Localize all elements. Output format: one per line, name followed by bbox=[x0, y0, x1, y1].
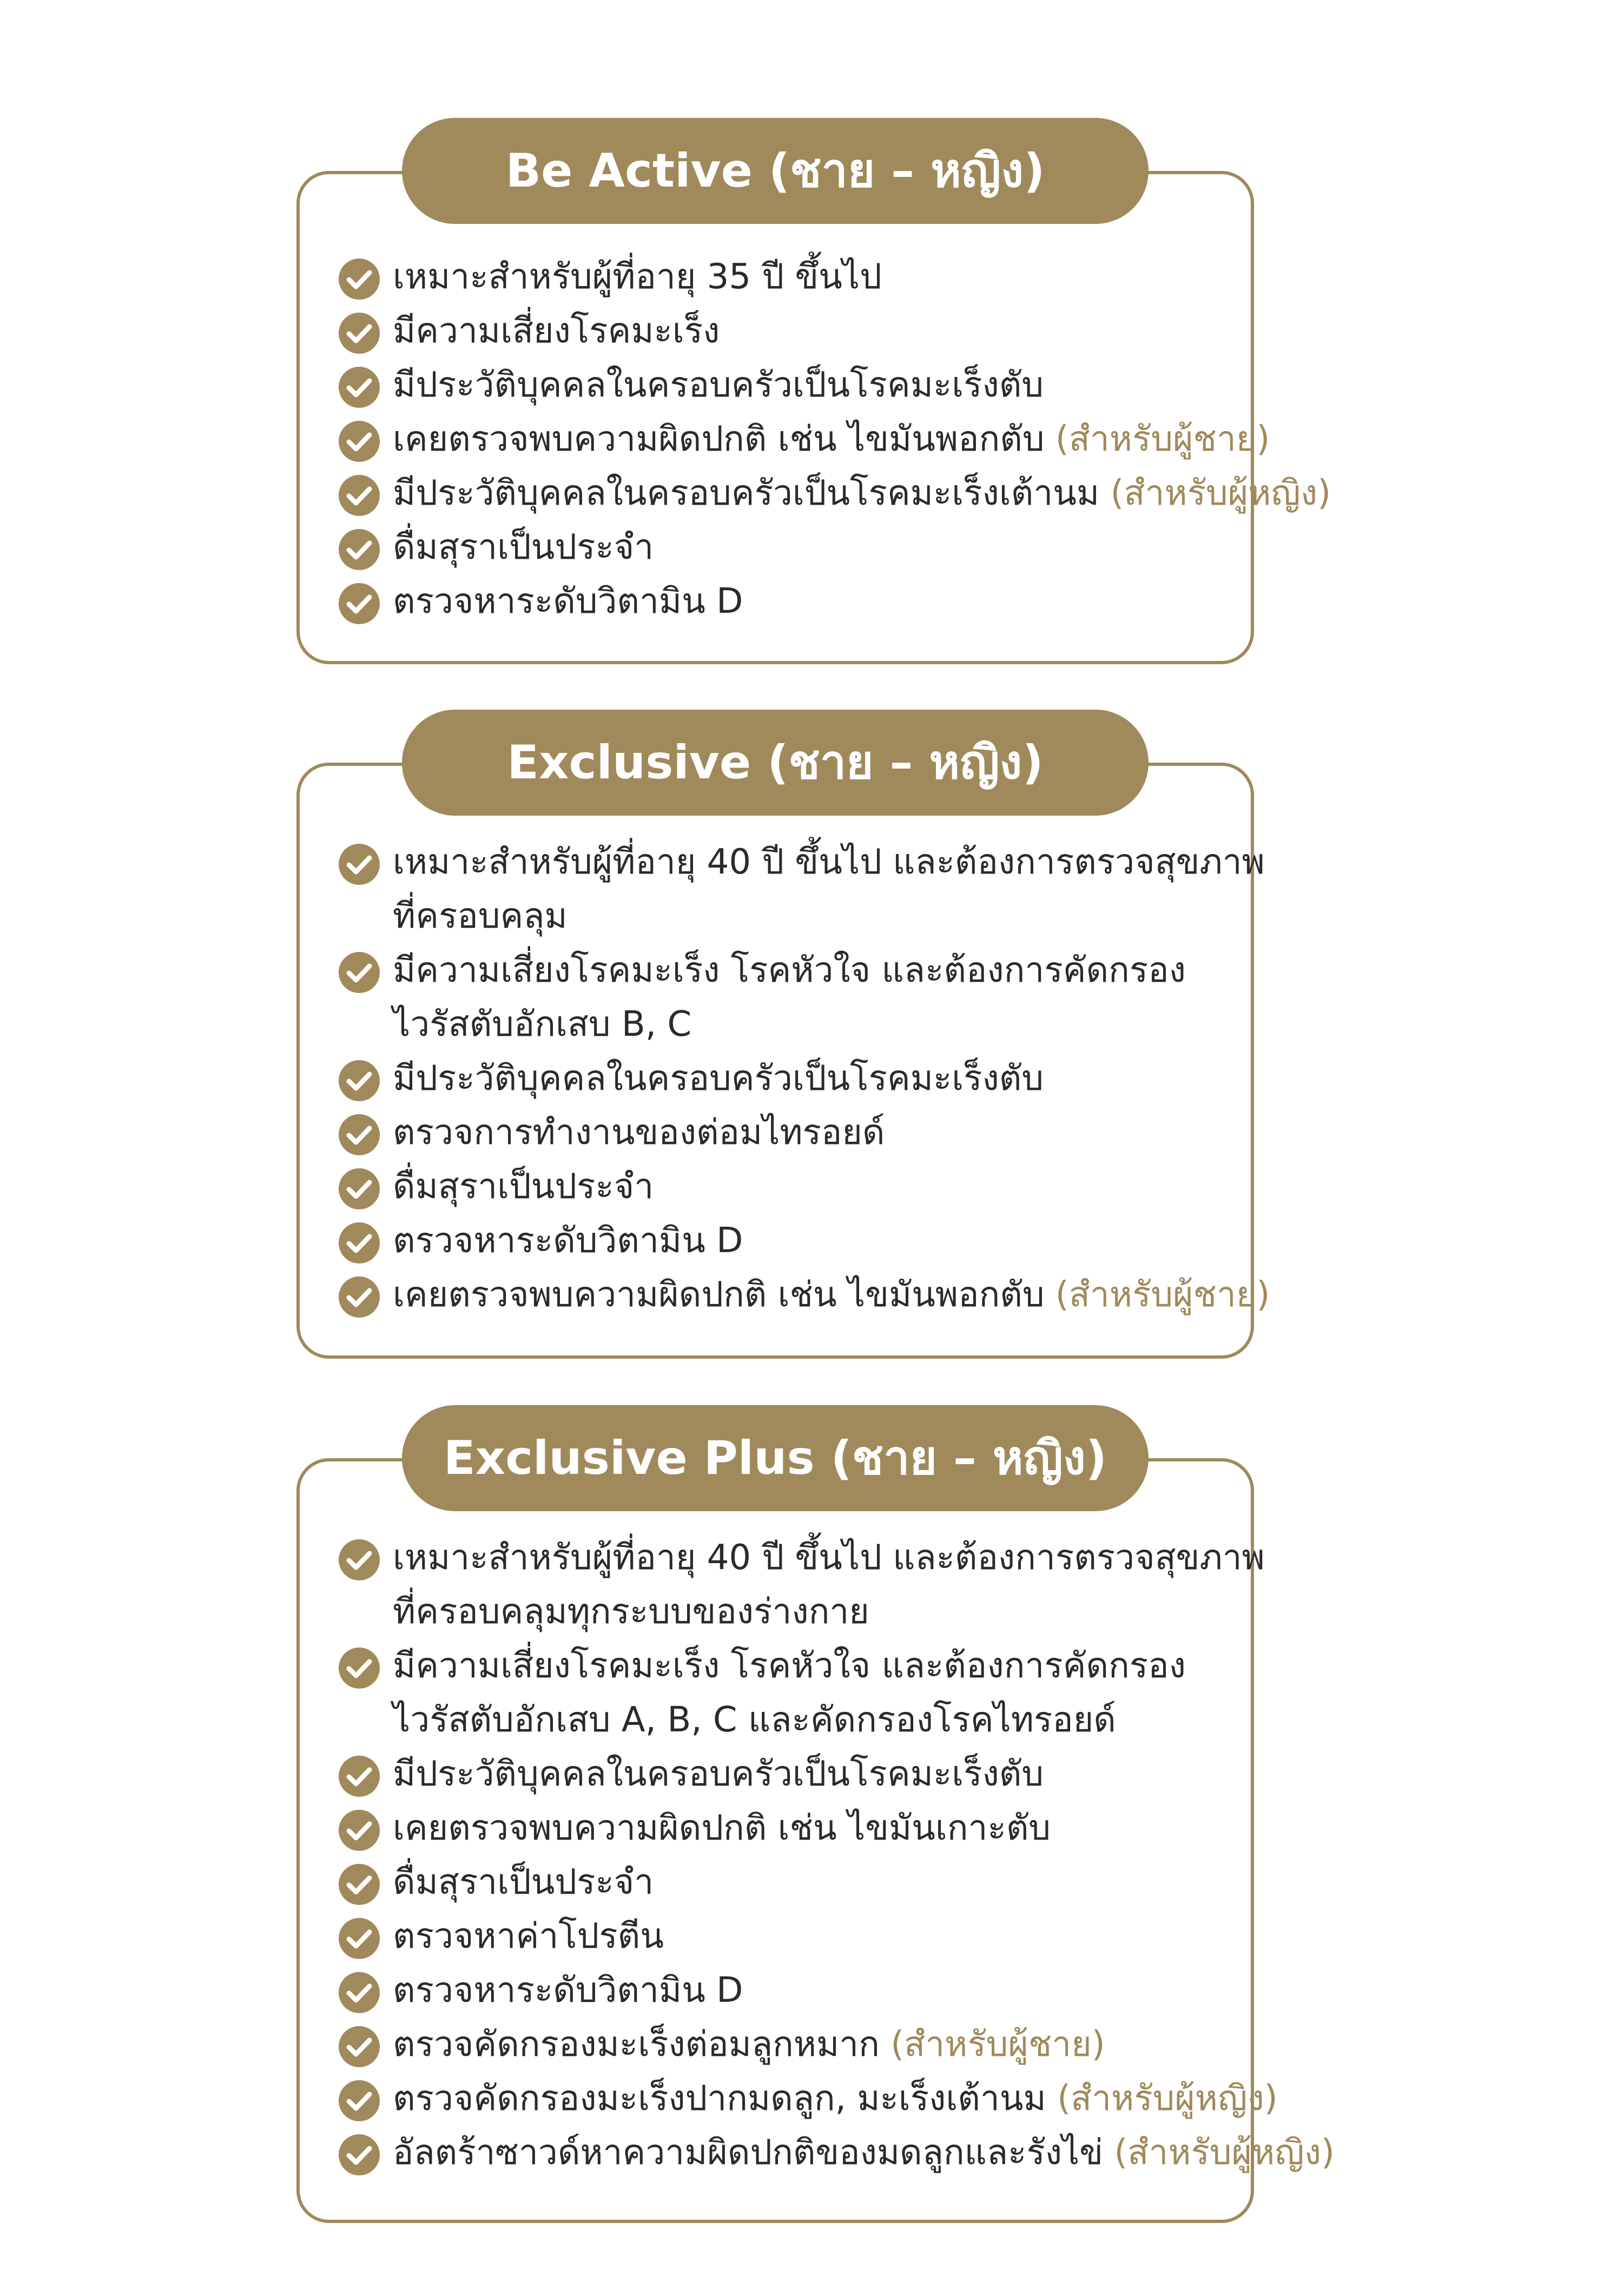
check-circle-icon bbox=[338, 2133, 381, 2176]
criteria-item bbox=[338, 835, 1265, 943]
criteria-item bbox=[338, 943, 1229, 1051]
criteria-item bbox=[338, 1963, 1229, 2017]
check-circle-icon bbox=[338, 1113, 381, 1156]
criteria-item bbox=[338, 574, 1229, 628]
check-circle-icon bbox=[338, 1971, 381, 2014]
criteria-text: ไวรัสตับอักเสบ A, B, C และคัดกรองโรคไทรอยด์ bbox=[393, 1700, 1116, 1740]
check-circle-icon bbox=[338, 257, 381, 301]
criteria-item bbox=[338, 1747, 1229, 1801]
criteria-text: ไวรัสตับอักเสบ B, C bbox=[393, 1004, 692, 1044]
criteria-item bbox=[338, 358, 1229, 412]
check-circle-icon bbox=[338, 1809, 381, 1852]
criteria-text: มีประวัติบุคคลในครอบครัวเป็นโรคมะเร็งเต้านม bbox=[393, 473, 1111, 513]
check-circle-icon bbox=[338, 474, 381, 517]
criteria-text: ตรวจหาระดับวิตามิน D bbox=[393, 581, 743, 621]
criteria-text: ตรวจหาระดับวิตามิน D bbox=[393, 1970, 743, 2010]
criteria-item bbox=[338, 1639, 1229, 1747]
package-title: Be Active (ชาย – หญิง) bbox=[402, 118, 1149, 224]
criteria-text-line bbox=[393, 1693, 1229, 1747]
check-circle-icon bbox=[338, 843, 381, 886]
criteria-text: ที่ครอบคลุม bbox=[393, 896, 568, 936]
criteria-text: มีประวัติบุคคลในครอบครัวเป็นโรคมะเร็งตับ bbox=[393, 1754, 1044, 1794]
criteria-text-line bbox=[393, 1051, 1229, 1106]
criteria-text-line bbox=[393, 1160, 1229, 1214]
package-exclusive bbox=[296, 710, 1270, 1359]
check-circle-icon bbox=[338, 2079, 381, 2122]
criteria-text-line bbox=[393, 997, 1229, 1051]
criteria-item bbox=[338, 1531, 1265, 1639]
package-card bbox=[296, 171, 1331, 664]
criteria-text-line bbox=[393, 1639, 1229, 1693]
package-title: Exclusive Plus (ชาย – หญิง) bbox=[402, 1405, 1149, 1511]
criteria-text-line bbox=[393, 835, 1265, 889]
check-circle-icon bbox=[338, 1538, 381, 1582]
check-circle-icon bbox=[338, 582, 381, 625]
criteria-list bbox=[338, 1531, 1335, 2180]
criteria-item bbox=[338, 520, 1229, 574]
criteria-item bbox=[338, 1268, 1270, 1322]
criteria-text-line bbox=[393, 520, 1229, 574]
criteria-text: ตรวจการทำงานของต่อมไทรอยด์ bbox=[393, 1113, 885, 1153]
criteria-text: อัลตร้าซาวด์หาความผิดปกติของมดลูกและรังไข่ bbox=[393, 2133, 1114, 2173]
criteria-text-line bbox=[393, 1909, 1229, 1963]
criteria-item bbox=[338, 1909, 1229, 1963]
criteria-item bbox=[338, 1855, 1229, 1909]
criteria-text: ดื่มสุราเป็นประจำ bbox=[393, 1167, 654, 1207]
check-circle-icon bbox=[338, 1917, 381, 1960]
criteria-text-line bbox=[393, 2126, 1335, 2180]
criteria-text-line bbox=[393, 466, 1331, 520]
criteria-text: ตรวจคัดกรองมะเร็งปากมดลูก, มะเร็งเต้านม bbox=[393, 2079, 1058, 2119]
criteria-text: ดื่มสุราเป็นประจำ bbox=[393, 527, 654, 567]
criteria-text-line bbox=[393, 1855, 1229, 1909]
criteria-text: เหมาะสำหรับผู้ที่อายุ 35 ปี ขึ้นไป bbox=[393, 257, 882, 297]
criteria-text-line bbox=[393, 1106, 1229, 1160]
criteria-text-line bbox=[393, 889, 1229, 943]
criteria-text: มีความเสี่ยงโรคมะเร็ง bbox=[393, 311, 720, 351]
package-be-active bbox=[296, 118, 1331, 664]
package-title: Exclusive (ชาย – หญิง) bbox=[402, 710, 1149, 816]
gender-note: (สำหรับผู้หญิง) bbox=[1114, 2133, 1335, 2173]
criteria-text-line bbox=[393, 1747, 1229, 1801]
criteria-item bbox=[338, 1051, 1229, 1106]
check-circle-icon bbox=[338, 1275, 381, 1319]
gender-note: (สำหรับผู้หญิง) bbox=[1057, 2079, 1278, 2119]
criteria-text: ตรวจหาระดับวิตามิน D bbox=[393, 1221, 743, 1261]
criteria-list bbox=[338, 835, 1270, 1322]
check-circle-icon bbox=[338, 528, 381, 571]
criteria-text-line bbox=[393, 1801, 1229, 1855]
gender-note: (สำหรับผู้หญิง) bbox=[1110, 473, 1331, 513]
criteria-text: เคยตรวจพบความผิดปกติ เช่น ไขมันเกาะตับ bbox=[393, 1808, 1051, 1848]
check-circle-icon bbox=[338, 1863, 381, 1906]
criteria-text: เคยตรวจพบความผิดปกติ เช่น ไขมันพอกตับ bbox=[393, 1275, 1055, 1315]
check-circle-icon bbox=[338, 1167, 381, 1210]
criteria-text-line bbox=[393, 1963, 1229, 2017]
criteria-text: ตรวจหาค่าโปรตีน bbox=[393, 1916, 664, 1956]
criteria-text-line bbox=[393, 1214, 1229, 1268]
criteria-text: ที่ครอบคลุมทุกระบบของร่างกาย bbox=[393, 1592, 869, 1632]
criteria-text: มีประวัติบุคคลในครอบครัวเป็นโรคมะเร็งตับ bbox=[393, 365, 1044, 405]
package-card bbox=[296, 763, 1270, 1359]
criteria-item bbox=[338, 1801, 1229, 1855]
gender-note: (สำหรับผู้ชาย) bbox=[1055, 1275, 1270, 1315]
criteria-item bbox=[338, 2017, 1229, 2072]
criteria-text-line bbox=[393, 304, 1229, 358]
check-circle-icon bbox=[338, 2025, 381, 2068]
criteria-text-line bbox=[393, 574, 1229, 628]
criteria-text-line bbox=[393, 250, 1229, 304]
criteria-item bbox=[338, 466, 1331, 520]
criteria-text: มีความเสี่ยงโรคมะเร็ง โรคหัวใจ และต้องการคัดกรอง bbox=[393, 1646, 1186, 1686]
criteria-item bbox=[338, 250, 1229, 304]
criteria-item bbox=[338, 1214, 1229, 1268]
gender-note: (สำหรับผู้ชาย) bbox=[1055, 419, 1270, 459]
criteria-text: เหมาะสำหรับผู้ที่อายุ 40 ปี ขึ้นไป และต้องการตรวจสุขภาพ bbox=[393, 1538, 1265, 1578]
criteria-text-line bbox=[393, 1585, 1229, 1639]
criteria-item bbox=[338, 1106, 1229, 1160]
criteria-text: ตรวจคัดกรองมะเร็งต่อมลูกหมาก bbox=[393, 2024, 891, 2065]
criteria-item bbox=[338, 1160, 1229, 1214]
gender-note: (สำหรับผู้ชาย) bbox=[890, 2024, 1105, 2065]
criteria-text-line bbox=[393, 2017, 1229, 2072]
criteria-item bbox=[338, 2126, 1335, 2180]
criteria-text-line bbox=[393, 1268, 1270, 1322]
check-circle-icon bbox=[338, 366, 381, 409]
criteria-item bbox=[338, 412, 1270, 466]
criteria-text: เคยตรวจพบความผิดปกติ เช่น ไขมันพอกตับ bbox=[393, 419, 1055, 459]
criteria-text: มีความเสี่ยงโรคมะเร็ง โรคหัวใจ และต้องการคัดกรอง bbox=[393, 950, 1186, 990]
criteria-text-line bbox=[393, 358, 1229, 412]
criteria-list bbox=[338, 250, 1331, 628]
criteria-text-line bbox=[393, 1531, 1265, 1585]
check-circle-icon bbox=[338, 312, 381, 355]
package-card bbox=[296, 1458, 1335, 2223]
criteria-text-line bbox=[393, 943, 1229, 997]
package-exclusive-plus bbox=[296, 1405, 1335, 2223]
check-circle-icon bbox=[338, 1221, 381, 1265]
criteria-text: มีประวัติบุคคลในครอบครัวเป็นโรคมะเร็งตับ bbox=[393, 1058, 1044, 1099]
check-circle-icon bbox=[338, 1059, 381, 1102]
check-circle-icon bbox=[338, 1646, 381, 1690]
criteria-item bbox=[338, 2072, 1278, 2126]
criteria-text-line bbox=[393, 2072, 1278, 2126]
check-circle-icon bbox=[338, 951, 381, 994]
criteria-text: เหมาะสำหรับผู้ที่อายุ 40 ปี ขึ้นไป และต้องการตรวจสุขภาพ bbox=[393, 842, 1265, 882]
criteria-item bbox=[338, 304, 1229, 358]
check-circle-icon bbox=[338, 1755, 381, 1798]
check-circle-icon bbox=[338, 420, 381, 463]
criteria-text: ดื่มสุราเป็นประจำ bbox=[393, 1862, 654, 1902]
criteria-text-line bbox=[393, 412, 1270, 466]
